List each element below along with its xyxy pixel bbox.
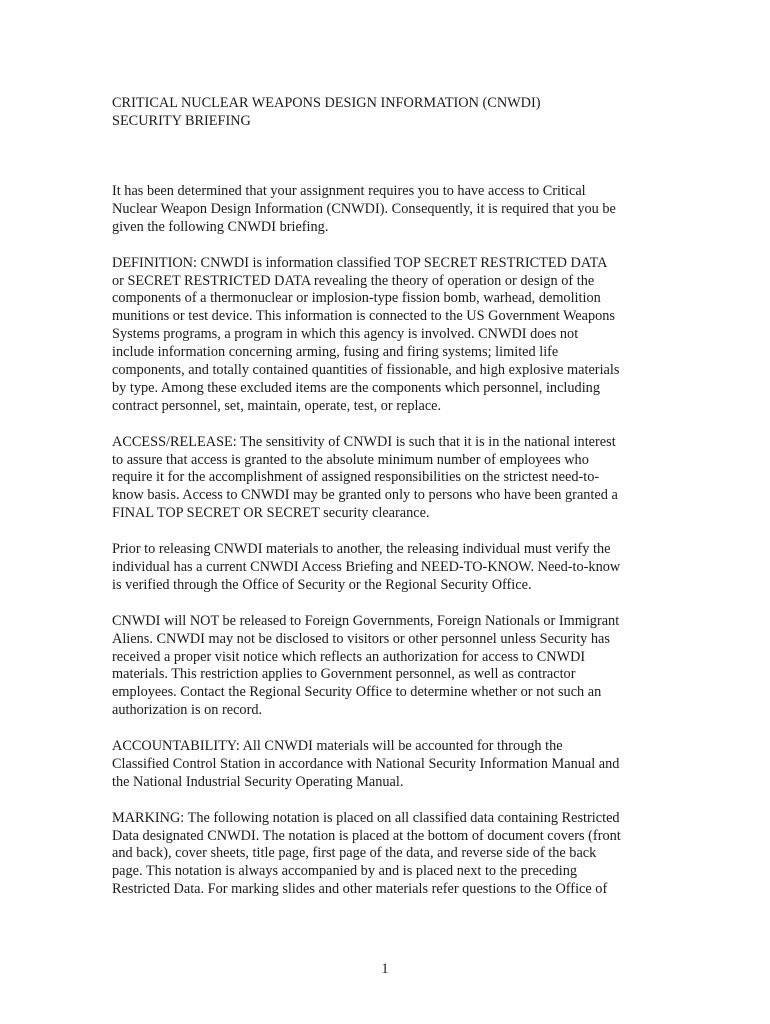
text-line: components, and totally contained quantities of fissionable, and high explosive materials xyxy=(112,362,620,379)
text-line: Nuclear Weapon Design Information (CNWDI). Consequently, it is required that you be xyxy=(112,200,616,217)
text-line: know basis. Access to CNWDI may be granted only to persons who have been granted a xyxy=(112,487,618,504)
text-line: FINAL TOP SECRET OR SECRET security clearance. xyxy=(112,505,430,522)
text-line: individual has a current CNWDI Access Briefing and NEED-TO-KNOW. Need-to-know xyxy=(112,558,621,575)
document-title xyxy=(112,94,672,130)
title-line-2: SECURITY BRIEFING xyxy=(112,113,251,129)
text-line: components of a thermonuclear or implosion-type fission bomb, warhead, demolition xyxy=(112,290,601,307)
text-line: Prior to releasing CNWDI materials to another, the releasing individual must verify the xyxy=(112,541,611,558)
page-number: 1 xyxy=(381,961,389,977)
paragraph-definition xyxy=(112,255,672,416)
text-line: ACCOUNTABILITY: All CNWDI materials will be accounted for through the xyxy=(112,738,563,755)
text-line: or SECRET RESTRICTED DATA revealing the theory of operation or design of the xyxy=(112,272,595,289)
text-line: employees. Contact the Regional Security Office to determine whether or not such an xyxy=(112,684,602,701)
text-line: is verified through the Office of Security or the Regional Security Office. xyxy=(112,576,532,593)
text-line: Data designated CNWDI. The notation is placed at the bottom of document covers (front xyxy=(112,827,621,844)
text-line: require it for the accomplishment of assigned responsibilities on the strictest need-to- xyxy=(112,469,600,486)
paragraph-access-release xyxy=(112,434,672,524)
text-line: CNWDI will NOT be released to Foreign Governments, Foreign Nationals or Immigrant xyxy=(112,612,620,629)
title-line-1: CRITICAL NUCLEAR WEAPONS DESIGN INFORMATION (CNWDI) xyxy=(112,95,541,111)
text-line: contract personnel, set, maintain, operate, test, or replace. xyxy=(112,397,442,414)
text-line: Restricted Data. For marking slides and other materials refer questions to the Office of xyxy=(112,881,608,898)
text-line: ACCESS/RELEASE: The sensitivity of CNWDI is such that it is in the national interest xyxy=(112,433,616,450)
text-line: received a proper visit notice which reflects an authorization for access to CNWDI xyxy=(112,648,586,665)
text-line: authorization is on record. xyxy=(112,702,263,719)
text-line: page. This notation is always accompanied by and is placed next to the preceding xyxy=(112,863,578,880)
text-line: to assure that access is granted to the absolute minimum number of employees who xyxy=(112,451,589,468)
text-line: materials. This restriction applies to Government personnel, as well as contractor xyxy=(112,666,576,683)
document-body xyxy=(112,183,672,917)
text-line: MARKING: The following notation is placed on all classified data containing Restricted xyxy=(112,809,620,826)
text-line: Classified Control Station in accordance with National Security Information Manual and xyxy=(112,755,620,772)
text-line: by type. Among these excluded items are the components which personnel, including xyxy=(112,379,600,396)
paragraph-foreign-release xyxy=(112,613,672,720)
text-line: It has been determined that your assignment requires you to have access to Critical xyxy=(112,183,586,199)
text-line: munitions or test device. This information is connected to the US Government Weapons xyxy=(112,308,615,325)
paragraph-accountability xyxy=(112,738,672,792)
text-line: Systems programs, a program in which this agency is involved. CNWDI does not xyxy=(112,326,579,343)
text-line: and back), cover sheets, title page, first page of the data, and reverse side of the back xyxy=(112,845,597,862)
text-line: Aliens. CNWDI may not be disclosed to visitors or other personnel unless Security has xyxy=(112,630,610,647)
text-line: DEFINITION: CNWDI is information classified TOP SECRET RESTRICTED DATA xyxy=(112,254,608,271)
paragraph-prior-to-releasing xyxy=(112,541,672,595)
paragraph-marking xyxy=(112,810,672,900)
text-line: the National Industrial Security Operating Manual. xyxy=(112,773,404,790)
text-line: include information concerning arming, fusing and firing systems; limited life xyxy=(112,344,559,361)
paragraph-intro xyxy=(112,183,672,237)
text-line: given the following CNWDI briefing. xyxy=(112,218,329,235)
